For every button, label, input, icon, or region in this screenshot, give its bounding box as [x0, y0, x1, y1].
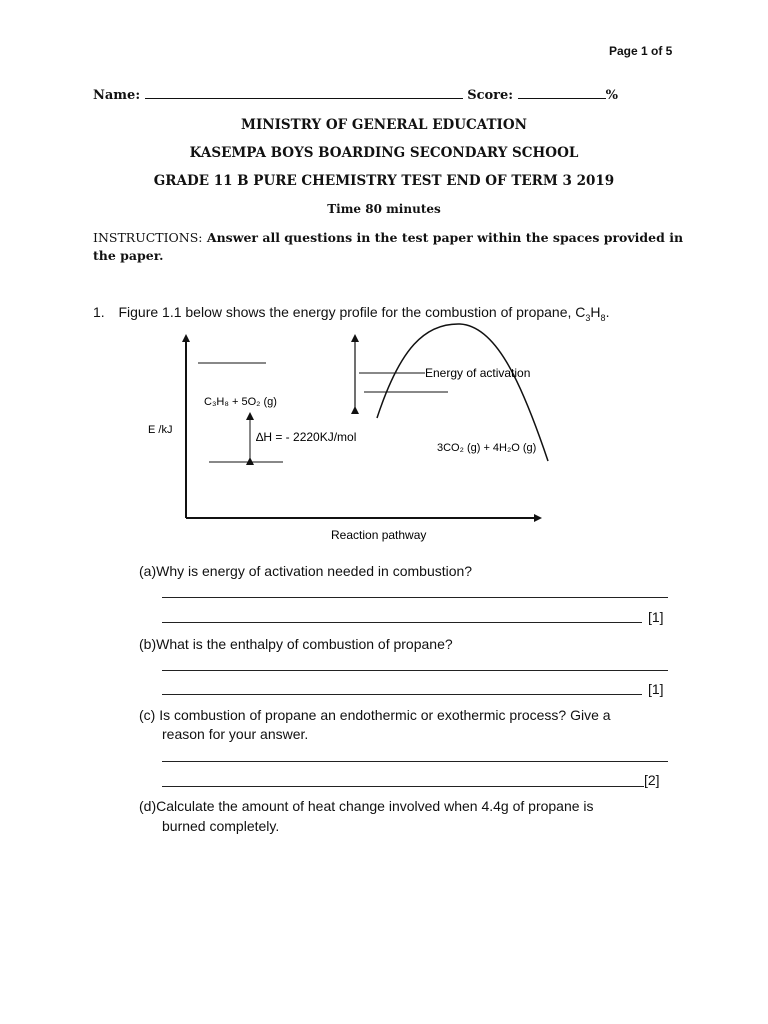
- subquestion-b: [139, 636, 453, 652]
- subquestion-a: [139, 563, 472, 579]
- answer-line[interactable]: [162, 622, 642, 623]
- score-field[interactable]: [518, 98, 606, 99]
- formula-end: .: [605, 304, 610, 320]
- subquestion-label: (a): [139, 563, 157, 579]
- x-axis-label: Reaction pathway: [331, 528, 427, 542]
- formula-subscript: 3: [585, 312, 591, 323]
- instructions-label: INSTRUCTIONS:: [93, 230, 203, 245]
- subquestion-d-line2: burned completely.: [162, 818, 280, 834]
- y-axis-label: E /kJ: [148, 424, 173, 436]
- instructions-line2: the paper.: [93, 248, 164, 263]
- score-label: Score:: [467, 88, 514, 103]
- name-field[interactable]: [145, 98, 463, 99]
- marks-label: [1]: [648, 681, 664, 697]
- answer-line[interactable]: [162, 694, 642, 695]
- instructions: [93, 230, 683, 245]
- subquestion-label: (b): [139, 636, 157, 652]
- question-text: Figure 1.1 below shows the energy profile for the combustion of propane, C: [118, 304, 586, 320]
- answer-line[interactable]: [162, 670, 668, 671]
- delta-h-label: ∆H = - 2220KJ/mol: [256, 430, 357, 444]
- subquestion-d: [139, 798, 594, 814]
- test-title: GRADE 11 B PURE CHEMISTRY TEST END OF TERM 3 2019: [153, 173, 615, 189]
- marks-label: [1]: [648, 609, 664, 625]
- subquestion-text: What is the enthalpy of combustion of propane?: [156, 636, 453, 652]
- energy-profile-figure: [0, 318, 768, 558]
- subquestion-text: Calculate the amount of heat change involved when 4.4g of propane is: [156, 798, 594, 814]
- products-label: 3CO₂ (g) + 4H₂O (g): [437, 442, 537, 454]
- page-number: Page 1 of 5: [609, 44, 673, 58]
- marks-label: [2]: [644, 772, 660, 788]
- reactants-label: C₃H₈ + 5O₂ (g): [204, 396, 277, 408]
- school-title: KASEMPA BOYS BOARDING SECONDARY SCHOOL: [189, 145, 579, 161]
- formula-subscript: 8: [600, 312, 606, 323]
- name-score-line: [93, 88, 618, 103]
- question-number: 1.: [93, 304, 105, 320]
- subquestion-text: Is combustion of propane an endothermic or exothermic process? Give a: [159, 707, 611, 723]
- ministry-title: MINISTRY OF GENERAL EDUCATION: [241, 117, 527, 133]
- answer-line[interactable]: [162, 761, 668, 762]
- activation-label: Energy of activation: [425, 366, 531, 380]
- answer-line[interactable]: [162, 786, 644, 787]
- subquestion-c-line2: reason for your answer.: [162, 726, 309, 742]
- instructions-text: Answer all questions in the test paper within the spaces provided in: [202, 230, 684, 245]
- subquestion-label: (c): [139, 707, 156, 723]
- subquestion-c: [139, 707, 611, 723]
- score-suffix: %: [605, 88, 618, 103]
- time-allowed: Time 80 minutes: [327, 202, 441, 216]
- subquestion-label: (d): [139, 798, 157, 814]
- answer-line[interactable]: [162, 597, 668, 598]
- formula-h: H: [590, 304, 601, 320]
- name-label: Name:: [93, 88, 141, 103]
- subquestion-text: Why is energy of activation needed in combustion?: [156, 563, 473, 579]
